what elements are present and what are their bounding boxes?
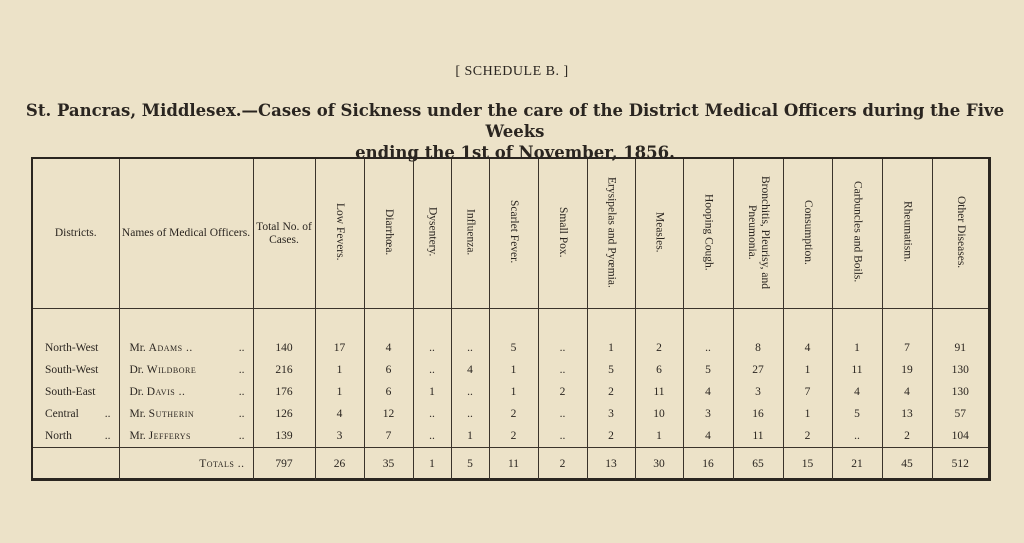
value-cell: .. <box>538 425 587 448</box>
header-disease <box>635 159 683 309</box>
district-name: South-East <box>45 386 96 398</box>
value-cell: 1 <box>587 337 635 359</box>
title-line-2: ending the 1st of November, 1856. <box>355 143 675 162</box>
header-disease <box>538 159 587 309</box>
value-cell: .. <box>832 425 882 448</box>
value-cell: 1 <box>489 381 538 403</box>
totals-value: 65 <box>733 448 783 481</box>
officer-dots: .. <box>238 342 245 354</box>
value-cell: 1 <box>413 381 451 403</box>
officer-title: Mr. <box>129 430 146 442</box>
totals-value: 2 <box>538 448 587 481</box>
district-name: Central <box>45 408 79 420</box>
value-cell: 10 <box>635 403 683 425</box>
header-disease-label: Bronchitis, Pleurisy, and Pneumonia. <box>746 175 771 289</box>
value-cell: .. <box>413 359 451 381</box>
officer-name: Wildbore <box>146 364 197 376</box>
value-cell: 1 <box>489 359 538 381</box>
value-cell: .. <box>451 337 489 359</box>
spacer-cell <box>832 309 882 338</box>
value-cell: 2 <box>783 425 832 448</box>
totals-value: 15 <box>783 448 832 481</box>
value-cell: 4 <box>683 381 733 403</box>
value-cell: 17 <box>315 337 364 359</box>
value-cell: 3 <box>315 425 364 448</box>
totals-total: 797 <box>253 448 315 481</box>
value-cell: 13 <box>882 403 932 425</box>
officer-name: Sutherin <box>148 408 195 420</box>
value-cell: 2 <box>538 381 587 403</box>
value-cell: 1 <box>783 403 832 425</box>
spacer-cell <box>587 309 635 338</box>
officer-name: Davis .. <box>146 386 186 398</box>
value-cell: 11 <box>635 381 683 403</box>
totals-value: 26 <box>315 448 364 481</box>
header-disease <box>932 159 988 309</box>
value-cell: .. <box>683 337 733 359</box>
header-row <box>33 159 988 309</box>
value-cell: 16 <box>733 403 783 425</box>
header-disease-label: Scarlet Fever. <box>508 200 520 264</box>
value-cell: 3 <box>587 403 635 425</box>
officer-dots: .. <box>238 364 245 376</box>
totals-value: 30 <box>635 448 683 481</box>
value-cell: .. <box>413 403 451 425</box>
header-disease <box>882 159 932 309</box>
value-cell: 7 <box>783 381 832 403</box>
spacer-cell <box>683 309 733 338</box>
value-cell: 2 <box>882 425 932 448</box>
totals-value: 21 <box>832 448 882 481</box>
officer-dots: .. <box>238 430 245 442</box>
value-cell: 4 <box>364 337 413 359</box>
value-cell: 130 <box>951 386 969 398</box>
header-total: Total No. of Cases. <box>253 159 315 309</box>
value-cell: 1 <box>783 359 832 381</box>
value-cell: 5 <box>683 359 733 381</box>
header-officers: Names of Medical Officers. <box>119 159 253 309</box>
officer-cell <box>119 359 253 381</box>
header-disease-label: Erysipelas and Pyœmia. <box>605 176 618 288</box>
district-name: North <box>45 430 72 442</box>
header-disease <box>413 159 451 309</box>
spacer-cell <box>932 309 988 338</box>
officer-dots: .. <box>238 386 245 398</box>
total-cell: 139 <box>253 425 315 448</box>
value-cell: 27 <box>733 359 783 381</box>
spacer-cell <box>315 309 364 338</box>
spacer-cell <box>253 309 315 338</box>
totals-blank <box>33 448 119 481</box>
value-cell: 2 <box>489 403 538 425</box>
district-name: North-West <box>45 342 99 354</box>
value-cell: 2 <box>635 337 683 359</box>
table-row <box>33 403 988 425</box>
value-cell: 2 <box>587 381 635 403</box>
value-cell: 2 <box>489 425 538 448</box>
officer-dots: .. <box>238 408 245 420</box>
value-cell: 4 <box>451 359 489 381</box>
officer-name: Jefferys <box>148 430 191 442</box>
table-row <box>33 359 988 381</box>
officer-cell <box>119 425 253 448</box>
totals-row <box>33 448 988 481</box>
value-cell: 104 <box>951 430 969 442</box>
district-cell <box>33 381 119 403</box>
value-cell: 130 <box>951 364 969 376</box>
table-body <box>33 309 988 481</box>
totals-label: Totals .. <box>119 448 253 481</box>
value-cell: 4 <box>315 403 364 425</box>
district-cell <box>33 403 119 425</box>
spacer-cell <box>413 309 451 338</box>
header-disease-label: Carbuncles and Boils. <box>851 181 864 283</box>
header-disease-label: Dysentery. <box>426 207 439 257</box>
value-cell: 4 <box>832 381 882 403</box>
spacer-cell <box>733 309 783 338</box>
value-cell: 4 <box>882 381 932 403</box>
value-cell: 1 <box>832 337 882 359</box>
value-cell: 1 <box>315 381 364 403</box>
value-cell: 19 <box>882 359 932 381</box>
value-cell: 91 <box>954 342 966 354</box>
table-row <box>33 425 988 448</box>
value-cell: 4 <box>783 337 832 359</box>
header-disease-label: Small Pox. <box>557 206 569 258</box>
total-cell: 176 <box>253 381 315 403</box>
header-disease-label: Influenza. <box>464 208 477 256</box>
district-cell <box>33 359 119 381</box>
table-row <box>33 337 988 359</box>
district-name: South-West <box>45 364 99 376</box>
officer-title: Dr. <box>129 386 144 398</box>
totals-value: 45 <box>882 448 932 481</box>
value-cell: 1 <box>635 425 683 448</box>
header-disease <box>489 159 538 309</box>
header-disease-label: Low Fevers. <box>334 203 346 261</box>
spacer-cell <box>538 309 587 338</box>
value-cell: 4 <box>683 425 733 448</box>
spacer-cell <box>364 309 413 338</box>
spacer-cell <box>635 309 683 338</box>
value-cell: 7 <box>364 425 413 448</box>
spacer-cell <box>882 309 932 338</box>
totals-value: 16 <box>683 448 733 481</box>
officer-title: Mr. <box>129 342 146 354</box>
value-cell: .. <box>451 403 489 425</box>
total-cell: 140 <box>253 337 315 359</box>
header-disease <box>364 159 413 309</box>
header-disease <box>733 159 783 309</box>
district-dots: .. <box>104 430 111 442</box>
header-disease-label: Measles. <box>653 211 666 253</box>
header-disease <box>451 159 489 309</box>
value-cell: .. <box>538 337 587 359</box>
value-cell: 1 <box>451 425 489 448</box>
value-cell: 5 <box>587 359 635 381</box>
spacer-cell <box>119 309 253 338</box>
header-districts: Districts. <box>33 159 119 309</box>
officer-name: Adams .. <box>148 342 193 354</box>
total-cell: 126 <box>253 403 315 425</box>
value-cell: 6 <box>364 381 413 403</box>
totals-value: 512 <box>932 448 988 481</box>
value-cell: 8 <box>733 337 783 359</box>
header-disease <box>315 159 364 309</box>
district-cell <box>33 337 119 359</box>
header-disease-label: Diarrhœa. <box>383 208 395 256</box>
value-cell: .. <box>413 425 451 448</box>
totals-value: 1 <box>413 448 451 481</box>
value-cell: 3 <box>683 403 733 425</box>
title-line-1: St. Pancras, Middlesex.—Cases of Sickness under the care of the District Medical Officers during the Five Weeks <box>25 101 1005 141</box>
header-disease <box>783 159 832 309</box>
header-disease <box>587 159 635 309</box>
value-cell: 6 <box>635 359 683 381</box>
header-disease-label: Consumption. <box>802 199 814 265</box>
spacer-cell <box>489 309 538 338</box>
value-cell: .. <box>451 381 489 403</box>
value-cell: 12 <box>364 403 413 425</box>
totals-value: 35 <box>364 448 413 481</box>
officer-cell <box>119 337 253 359</box>
district-dots: .. <box>104 408 111 420</box>
value-cell: 57 <box>954 408 966 420</box>
total-cell: 216 <box>253 359 315 381</box>
officer-cell <box>119 381 253 403</box>
value-cell: 11 <box>832 359 882 381</box>
totals-value: 5 <box>451 448 489 481</box>
totals-value: 11 <box>489 448 538 481</box>
spacer-cell <box>33 309 119 338</box>
header-disease-label: Rheumatism. <box>901 201 914 263</box>
header-disease <box>832 159 882 309</box>
district-cell <box>33 425 119 448</box>
value-cell: 7 <box>882 337 932 359</box>
value-cell: 11 <box>733 425 783 448</box>
totals-value: 13 <box>587 448 635 481</box>
value-cell: 3 <box>733 381 783 403</box>
value-cell: 1 <box>315 359 364 381</box>
value-cell: .. <box>538 359 587 381</box>
value-cell: 2 <box>587 425 635 448</box>
officer-title: Mr. <box>129 408 146 420</box>
page-title <box>20 100 1010 163</box>
schedule-label: [ SCHEDULE B. ] <box>455 64 569 79</box>
value-cell: .. <box>413 337 451 359</box>
sickness-table <box>33 159 988 480</box>
value-cell: .. <box>538 403 587 425</box>
spacer-cell <box>451 309 489 338</box>
header-disease-label: Other Diseases. <box>954 195 967 269</box>
header-disease <box>683 159 733 309</box>
officer-title: Dr. <box>129 364 144 376</box>
officer-cell <box>119 403 253 425</box>
value-cell: 5 <box>489 337 538 359</box>
sickness-table-frame <box>31 157 991 481</box>
spacer-cell <box>783 309 832 338</box>
value-cell: 6 <box>364 359 413 381</box>
value-cell: 5 <box>832 403 882 425</box>
spacer-row <box>33 309 988 338</box>
header-disease-label: Hooping Cough. <box>702 193 715 271</box>
table-row <box>33 381 988 403</box>
